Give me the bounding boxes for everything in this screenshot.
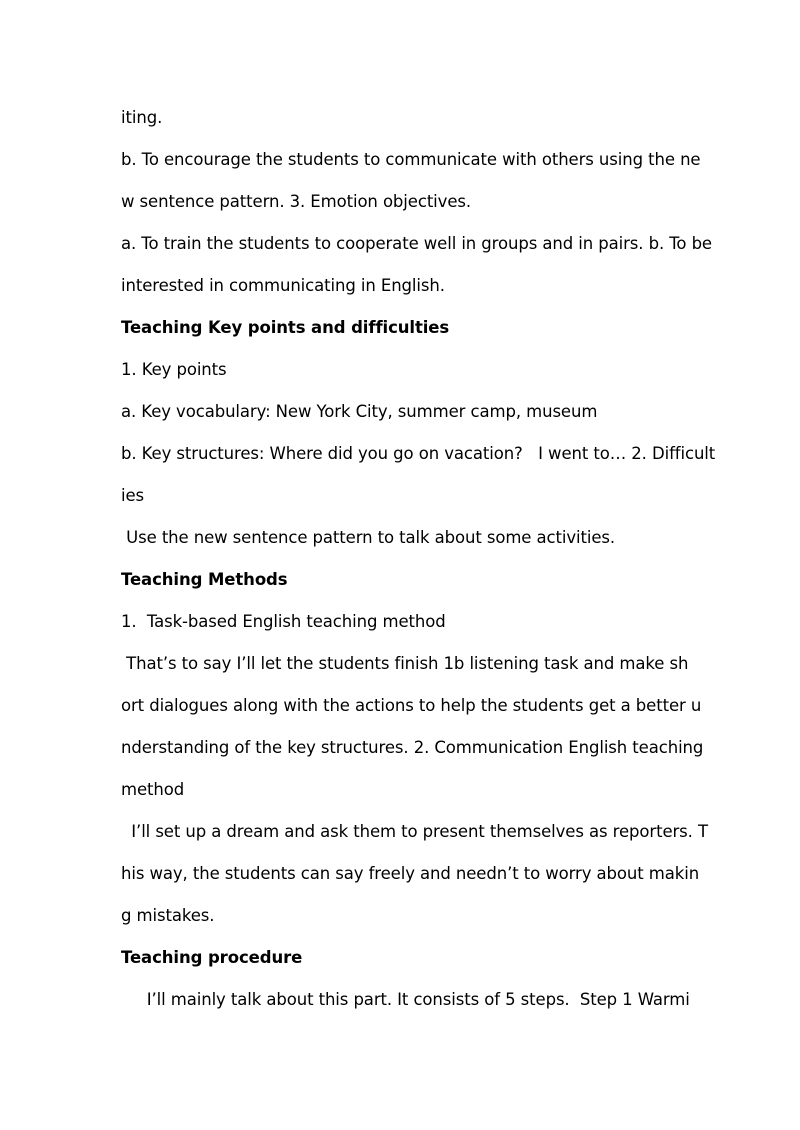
text-line: Use the new sentence pattern to talk about some activities. bbox=[121, 528, 616, 547]
text-line: I’ll mainly talk about this part. It consists of 5 steps. Step 1 Warmi bbox=[121, 990, 690, 1009]
text-line: iting. bbox=[121, 108, 163, 127]
text-line: b. To encourage the students to communicate with others using the ne bbox=[121, 150, 701, 169]
text-line: interested in communicating in English. bbox=[121, 276, 445, 295]
text-line: g mistakes. bbox=[121, 906, 215, 925]
text-line: ies bbox=[121, 486, 145, 505]
text-line: a. Key vocabulary: New York City, summer camp, museum bbox=[121, 402, 598, 421]
section-heading-teaching-methods: Teaching Methods bbox=[121, 570, 288, 589]
text-line: 1. Key points bbox=[121, 360, 227, 379]
text-line: I’ll set up a dream and ask them to present themselves as reporters. T bbox=[121, 822, 708, 841]
text-line: w sentence pattern. 3. Emotion objectives. bbox=[121, 192, 472, 211]
text-line: nderstanding of the key structures. 2. Communication English teaching bbox=[121, 738, 704, 757]
text-line: b. Key structures: Where did you go on vacation? I went to… 2. Difficult bbox=[121, 444, 716, 463]
text-line: method bbox=[121, 780, 185, 799]
text-line: That’s to say I’ll let the students finish 1b listening task and make sh bbox=[121, 654, 689, 673]
text-line: ort dialogues along with the actions to help the students get a better u bbox=[121, 696, 702, 715]
section-heading-key-points: Teaching Key points and difficulties bbox=[121, 318, 450, 337]
document-body bbox=[121, 105, 716, 1029]
section-heading-teaching-procedure: Teaching procedure bbox=[121, 948, 303, 967]
text-line: a. To train the students to cooperate well in groups and in pairs. b. To be bbox=[121, 234, 712, 253]
text-line: his way, the students can say freely and needn’t to worry about makin bbox=[121, 864, 700, 883]
text-line: 1. Task-based English teaching method bbox=[121, 612, 446, 631]
